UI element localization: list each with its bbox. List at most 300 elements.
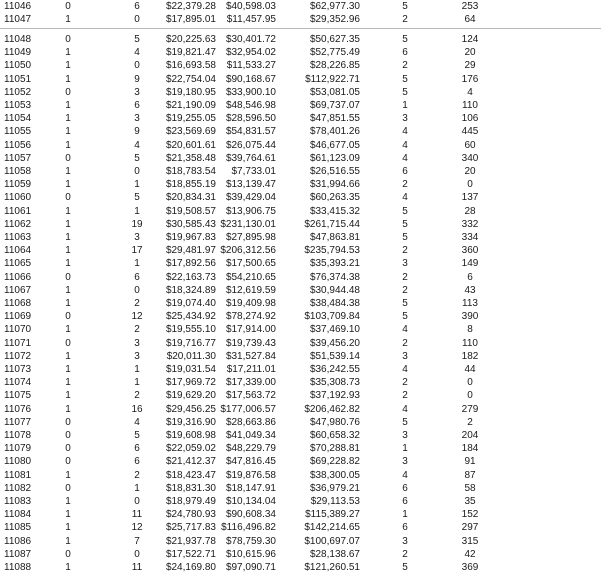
- total-cell: $47,980.76: [309, 416, 360, 428]
- table-row[interactable]: [0, 191, 601, 204]
- category-cell: 2: [402, 548, 408, 560]
- amount-b-cell: $78,759.30: [225, 535, 276, 547]
- table-row[interactable]: [0, 561, 601, 574]
- category-cell: 5: [402, 416, 408, 428]
- total-cell: $38,484.38: [309, 298, 360, 309]
- total-cell: $37,469.10: [309, 324, 360, 336]
- count-cell: 9: [134, 126, 140, 138]
- amount-b-cell: $39,764.61: [225, 152, 276, 164]
- amount-b-cell: $32,954.02: [225, 47, 276, 59]
- amount-a-cell: $24,169.80: [165, 562, 216, 573]
- amount-b-cell: $231,130.01: [220, 218, 276, 230]
- amount-b-cell: $30,401.72: [225, 34, 276, 45]
- quantity-cell: 445: [461, 126, 479, 138]
- flag-cell: 1: [65, 14, 71, 25]
- flag-cell: 1: [65, 284, 71, 296]
- amount-a-cell: $17,892.56: [165, 258, 216, 270]
- quantity-cell: 4: [467, 86, 473, 98]
- count-cell: 2: [134, 298, 140, 309]
- count-cell: 3: [134, 86, 140, 98]
- count-cell: 7: [134, 535, 140, 547]
- quantity-cell: 315: [461, 535, 479, 547]
- total-cell: $78,401.26: [309, 126, 360, 138]
- quantity-cell: 110: [462, 337, 478, 349]
- count-cell: 11: [131, 509, 143, 521]
- total-cell: $51,539.14: [309, 350, 360, 362]
- row-id-cell: 11064: [4, 245, 32, 257]
- total-cell: $47,851.55: [309, 113, 360, 125]
- amount-b-cell: $10,615.96: [225, 548, 276, 560]
- table-row[interactable]: [0, 442, 601, 455]
- category-cell: 5: [402, 1, 408, 12]
- category-cell: 4: [402, 403, 408, 415]
- flag-cell: 0: [65, 86, 71, 98]
- row-id-cell: 11078: [4, 430, 32, 441]
- amount-a-cell: $22,754.04: [165, 73, 216, 85]
- amount-a-cell: $21,358.48: [165, 152, 216, 164]
- amount-a-cell: $19,821.47: [165, 47, 216, 59]
- quantity-cell: 124: [461, 34, 479, 45]
- count-cell: 3: [134, 337, 140, 349]
- row-id-cell: 11067: [4, 284, 32, 296]
- amount-b-cell: $33,900.10: [225, 86, 276, 98]
- amount-a-cell: $21,937.78: [165, 535, 216, 547]
- quantity-cell: 106: [461, 113, 479, 125]
- total-cell: $31,994.66: [309, 179, 360, 191]
- table-row[interactable]: [0, 323, 601, 336]
- count-cell: 19: [131, 218, 143, 230]
- table-row[interactable]: [0, 99, 601, 112]
- flag-cell: 0: [65, 443, 71, 455]
- flag-cell: 1: [65, 562, 71, 573]
- count-cell: 1: [134, 179, 140, 191]
- category-cell: 1: [402, 509, 408, 521]
- category-cell: 5: [402, 218, 408, 230]
- flag-cell: 1: [65, 218, 71, 230]
- table-row[interactable]: [0, 376, 601, 389]
- quantity-cell: 253: [461, 1, 479, 12]
- total-cell: $30,944.48: [309, 284, 360, 296]
- amount-a-cell: $19,967.83: [165, 232, 216, 243]
- table-row[interactable]: [0, 244, 601, 257]
- flag-cell: 1: [65, 100, 71, 111]
- table-row[interactable]: [0, 257, 601, 270]
- total-cell: $62,977.30: [309, 1, 360, 12]
- flag-cell: 1: [65, 126, 71, 138]
- row-id-cell: 11057: [4, 152, 32, 164]
- count-cell: 5: [134, 192, 140, 204]
- amount-a-cell: $19,608.98: [165, 430, 216, 441]
- amount-b-cell: $11,457.95: [226, 14, 276, 25]
- total-cell: $35,393.21: [309, 258, 360, 270]
- table-row[interactable]: [0, 231, 601, 244]
- amount-b-cell: $19,739.43: [225, 337, 276, 349]
- quantity-cell: 204: [461, 430, 479, 441]
- count-cell: 4: [134, 47, 140, 59]
- table-row[interactable]: [0, 363, 601, 376]
- quantity-cell: 0: [467, 179, 473, 191]
- table-row[interactable]: [0, 310, 601, 323]
- amount-b-cell: $78,274.92: [225, 311, 276, 323]
- row-id-cell: 11053: [4, 100, 32, 111]
- quantity-cell: 390: [461, 311, 479, 323]
- amount-b-cell: $48,229.79: [225, 443, 276, 455]
- amount-b-cell: $10,134.04: [225, 496, 276, 507]
- category-cell: 2: [402, 390, 408, 402]
- amount-a-cell: $17,522.71: [165, 548, 216, 560]
- row-id-cell: 11069: [4, 311, 32, 323]
- row-id-cell: 11046: [4, 1, 32, 12]
- flag-cell: 1: [65, 522, 71, 534]
- row-id-cell: 11088: [4, 562, 32, 573]
- amount-a-cell: $19,316.90: [165, 416, 216, 428]
- amount-a-cell: $21,190.09: [165, 100, 216, 111]
- table-row[interactable]: [0, 0, 601, 13]
- flag-cell: 0: [65, 430, 71, 441]
- amount-b-cell: $11,533.27: [226, 60, 276, 72]
- flag-cell: 1: [65, 60, 71, 72]
- total-cell: $69,228.82: [309, 456, 360, 468]
- amount-a-cell: $20,834.31: [165, 192, 216, 204]
- row-separator: [0, 28, 601, 29]
- category-cell: 1: [402, 100, 408, 111]
- amount-a-cell: $19,555.10: [165, 324, 216, 336]
- row-id-cell: 11072: [4, 350, 32, 362]
- row-id-cell: 11055: [4, 126, 32, 138]
- table-row[interactable]: [0, 73, 601, 86]
- flag-cell: 1: [65, 364, 71, 375]
- quantity-cell: 110: [462, 100, 478, 111]
- row-id-cell: 11065: [4, 258, 32, 270]
- table-row[interactable]: [0, 86, 601, 99]
- row-id-cell: 11075: [4, 390, 32, 402]
- total-cell: $36,979.21: [309, 482, 360, 494]
- quantity-cell: 369: [461, 562, 479, 573]
- flag-cell: 1: [65, 377, 71, 389]
- count-cell: 0: [134, 548, 140, 560]
- amount-a-cell: $21,412.37: [165, 456, 216, 468]
- amount-b-cell: $27,895.98: [225, 232, 276, 243]
- count-cell: 17: [131, 245, 143, 257]
- table-row[interactable]: [0, 33, 601, 46]
- table-row[interactable]: [0, 205, 601, 218]
- flag-cell: 0: [65, 271, 71, 283]
- row-id-cell: 11076: [4, 403, 32, 415]
- table-row[interactable]: [0, 112, 601, 125]
- flag-cell: 1: [65, 179, 71, 191]
- amount-a-cell: $16,693.58: [165, 60, 216, 72]
- amount-b-cell: $7,733.01: [231, 166, 276, 177]
- row-id-cell: 11068: [4, 298, 32, 309]
- row-id-cell: 11052: [4, 86, 32, 98]
- amount-b-cell: $19,409.98: [225, 298, 276, 309]
- total-cell: $46,677.05: [309, 139, 360, 151]
- total-cell: $50,627.35: [309, 34, 360, 45]
- quantity-cell: 137: [461, 192, 479, 204]
- category-cell: 5: [402, 205, 408, 217]
- amount-a-cell: $17,895.01: [165, 14, 216, 25]
- row-id-cell: 11071: [4, 337, 32, 349]
- quantity-cell: 42: [464, 548, 476, 560]
- amount-b-cell: $17,339.00: [225, 377, 276, 389]
- quantity-cell: 0: [467, 390, 473, 402]
- row-id-cell: 11084: [4, 509, 32, 521]
- amount-b-cell: $18,147.91: [225, 482, 276, 494]
- category-cell: 4: [402, 469, 408, 481]
- amount-b-cell: $177,006.57: [220, 403, 276, 415]
- amount-a-cell: $25,717.83: [165, 522, 216, 534]
- quantity-cell: 0: [467, 377, 473, 389]
- category-cell: 2: [402, 377, 408, 389]
- count-cell: 6: [134, 443, 140, 455]
- amount-a-cell: $22,379.28: [165, 1, 216, 12]
- table-row[interactable]: [0, 535, 601, 548]
- flag-cell: 0: [65, 152, 71, 164]
- flag-cell: 1: [65, 245, 71, 257]
- row-id-cell: 11054: [4, 113, 32, 125]
- category-cell: 5: [402, 86, 408, 98]
- category-cell: 5: [402, 562, 408, 573]
- amount-b-cell: $47,816.45: [225, 456, 276, 468]
- flag-cell: 0: [65, 456, 71, 468]
- total-cell: $26,516.55: [309, 166, 360, 177]
- category-cell: 4: [402, 192, 408, 204]
- table-row[interactable]: [0, 125, 601, 138]
- quantity-cell: 113: [462, 298, 478, 309]
- total-cell: $37,192.93: [309, 390, 360, 402]
- flag-cell: 1: [65, 324, 71, 336]
- amount-a-cell: $19,031.54: [165, 364, 216, 375]
- table-row[interactable]: [0, 284, 601, 297]
- total-cell: $121,260.51: [304, 562, 360, 573]
- amount-a-cell: $20,011.30: [166, 350, 216, 362]
- category-cell: 4: [402, 139, 408, 151]
- count-cell: 3: [134, 232, 140, 243]
- flag-cell: 0: [65, 192, 71, 204]
- row-id-cell: 11050: [4, 60, 32, 72]
- table-row[interactable]: [0, 297, 601, 310]
- count-cell: 3: [134, 113, 140, 125]
- category-cell: 3: [402, 258, 408, 270]
- table-row[interactable]: [0, 508, 601, 521]
- category-cell: 4: [402, 364, 408, 375]
- count-cell: 5: [134, 152, 140, 164]
- table-row[interactable]: [0, 416, 601, 429]
- flag-cell: 1: [65, 509, 71, 521]
- total-cell: $61,123.09: [309, 152, 360, 164]
- count-cell: 6: [134, 271, 140, 283]
- total-cell: $28,226.85: [309, 60, 360, 72]
- category-cell: 3: [402, 113, 408, 125]
- amount-a-cell: $19,629.20: [165, 390, 216, 402]
- category-cell: 2: [402, 179, 408, 191]
- amount-a-cell: $25,434.92: [165, 311, 216, 323]
- flag-cell: 1: [65, 350, 71, 362]
- total-cell: $28,138.67: [309, 548, 360, 560]
- amount-b-cell: $19,876.58: [225, 469, 276, 481]
- count-cell: 2: [134, 390, 140, 402]
- flag-cell: 1: [65, 258, 71, 270]
- amount-a-cell: $17,969.72: [165, 377, 216, 389]
- quantity-cell: 2: [467, 416, 473, 428]
- category-cell: 6: [402, 522, 408, 534]
- flag-cell: 1: [65, 205, 71, 217]
- amount-a-cell: $18,855.19: [165, 179, 216, 191]
- flag-cell: 0: [65, 34, 71, 45]
- count-cell: 1: [134, 377, 140, 389]
- amount-b-cell: $206,312.56: [220, 245, 276, 257]
- count-cell: 6: [134, 100, 140, 111]
- total-cell: $206,462.82: [304, 403, 360, 415]
- category-cell: 4: [402, 324, 408, 336]
- row-id-cell: 11051: [4, 73, 32, 85]
- count-cell: 0: [134, 496, 140, 507]
- amount-a-cell: $18,831.30: [165, 482, 216, 494]
- total-cell: $29,352.96: [309, 14, 360, 25]
- count-cell: 6: [134, 1, 140, 12]
- flag-cell: 1: [65, 298, 71, 309]
- total-cell: $29,113.53: [310, 496, 360, 507]
- flag-cell: 1: [65, 113, 71, 125]
- category-cell: 6: [402, 166, 408, 177]
- total-cell: $103,709.84: [304, 311, 360, 323]
- row-id-cell: 11047: [4, 14, 32, 25]
- quantity-cell: 176: [461, 73, 479, 85]
- amount-b-cell: $41,049.34: [225, 430, 276, 441]
- row-id-cell: 11056: [4, 139, 32, 151]
- table-row[interactable]: [0, 218, 601, 231]
- row-id-cell: 11087: [4, 548, 32, 560]
- category-cell: 6: [402, 496, 408, 507]
- quantity-cell: 6: [467, 271, 473, 283]
- row-id-cell: 11086: [4, 535, 32, 547]
- quantity-cell: 297: [461, 522, 479, 534]
- total-cell: $47,863.81: [309, 232, 360, 243]
- table-row[interactable]: [0, 59, 601, 72]
- category-cell: 4: [402, 126, 408, 138]
- table-row[interactable]: [0, 271, 601, 284]
- amount-b-cell: $13,906.75: [225, 205, 276, 217]
- quantity-cell: 20: [464, 166, 476, 177]
- count-cell: 3: [134, 350, 140, 362]
- amount-a-cell: $20,225.63: [165, 34, 216, 45]
- amount-b-cell: $90,168.67: [225, 73, 276, 85]
- count-cell: 2: [134, 469, 140, 481]
- total-cell: $53,081.05: [309, 86, 360, 98]
- quantity-cell: 20: [464, 47, 476, 59]
- flag-cell: 1: [65, 73, 71, 85]
- count-cell: 0: [134, 60, 140, 72]
- category-cell: 2: [402, 60, 408, 72]
- table-row[interactable]: [0, 178, 601, 191]
- quantity-cell: 43: [464, 284, 476, 296]
- amount-a-cell: $19,508.57: [165, 205, 216, 217]
- table-row[interactable]: [0, 46, 601, 59]
- amount-b-cell: $17,914.00: [225, 324, 276, 336]
- table-row[interactable]: [0, 337, 601, 350]
- amount-a-cell: $19,255.05: [165, 113, 216, 125]
- flag-cell: 0: [65, 1, 71, 12]
- quantity-cell: 91: [464, 456, 476, 468]
- row-id-cell: 11062: [4, 218, 32, 230]
- flag-cell: 1: [65, 469, 71, 481]
- table-row[interactable]: [0, 403, 601, 416]
- row-id-cell: 11080: [4, 456, 32, 468]
- flag-cell: 0: [65, 482, 71, 494]
- row-id-cell: 11082: [4, 482, 32, 494]
- amount-b-cell: $28,596.50: [225, 113, 276, 125]
- count-cell: 1: [134, 205, 140, 217]
- table-row[interactable]: [0, 482, 601, 495]
- flag-cell: 1: [65, 535, 71, 547]
- table-row[interactable]: [0, 165, 601, 178]
- total-cell: $76,374.38: [309, 271, 360, 283]
- category-cell: 5: [402, 34, 408, 45]
- amount-b-cell: $90,608.34: [225, 509, 276, 521]
- flag-cell: 1: [65, 403, 71, 415]
- category-cell: 6: [402, 47, 408, 59]
- row-id-cell: 11049: [4, 47, 32, 59]
- flag-cell: 0: [65, 311, 71, 323]
- table-row[interactable]: [0, 139, 601, 152]
- total-cell: $142,214.65: [304, 522, 360, 534]
- flag-cell: 1: [65, 496, 71, 507]
- flag-cell: 0: [65, 416, 71, 428]
- quantity-cell: 8: [467, 324, 473, 336]
- flag-cell: 0: [65, 548, 71, 560]
- table-row[interactable]: [0, 455, 601, 468]
- amount-a-cell: $22,059.02: [165, 443, 216, 455]
- count-cell: 4: [134, 416, 140, 428]
- count-cell: 0: [134, 14, 140, 25]
- category-cell: 2: [402, 245, 408, 257]
- flag-cell: 1: [65, 232, 71, 243]
- amount-b-cell: $31,527.84: [225, 350, 276, 362]
- total-cell: $261,715.44: [304, 218, 360, 230]
- quantity-cell: 182: [461, 350, 479, 362]
- quantity-cell: 60: [464, 139, 476, 151]
- table-row[interactable]: [0, 152, 601, 165]
- amount-b-cell: $12,619.59: [225, 284, 276, 296]
- total-cell: $35,308.73: [309, 377, 360, 389]
- category-cell: 5: [402, 298, 408, 309]
- category-cell: 2: [402, 14, 408, 25]
- total-cell: $52,775.49: [309, 47, 360, 59]
- row-id-cell: 11060: [4, 192, 32, 204]
- total-cell: $60,263.35: [309, 192, 360, 204]
- table-row[interactable]: [0, 548, 601, 561]
- row-id-cell: 11058: [4, 166, 32, 177]
- category-cell: 1: [402, 443, 408, 455]
- table-row[interactable]: [0, 429, 601, 442]
- table-row[interactable]: [0, 469, 601, 482]
- category-cell: 3: [402, 456, 408, 468]
- total-cell: $112,922.71: [305, 73, 360, 85]
- table-row[interactable]: [0, 350, 601, 363]
- table-row[interactable]: [0, 389, 601, 402]
- table-row[interactable]: [0, 13, 601, 26]
- row-id-cell: 11077: [4, 416, 32, 428]
- quantity-cell: 149: [461, 258, 479, 270]
- flag-cell: 0: [65, 337, 71, 349]
- amount-a-cell: $20,601.61: [165, 139, 216, 151]
- amount-a-cell: $23,569.69: [165, 126, 216, 138]
- quantity-cell: 332: [461, 218, 479, 230]
- table-row[interactable]: [0, 495, 601, 508]
- flag-cell: 1: [65, 390, 71, 402]
- quantity-cell: 58: [464, 482, 476, 494]
- table-row[interactable]: [0, 521, 601, 534]
